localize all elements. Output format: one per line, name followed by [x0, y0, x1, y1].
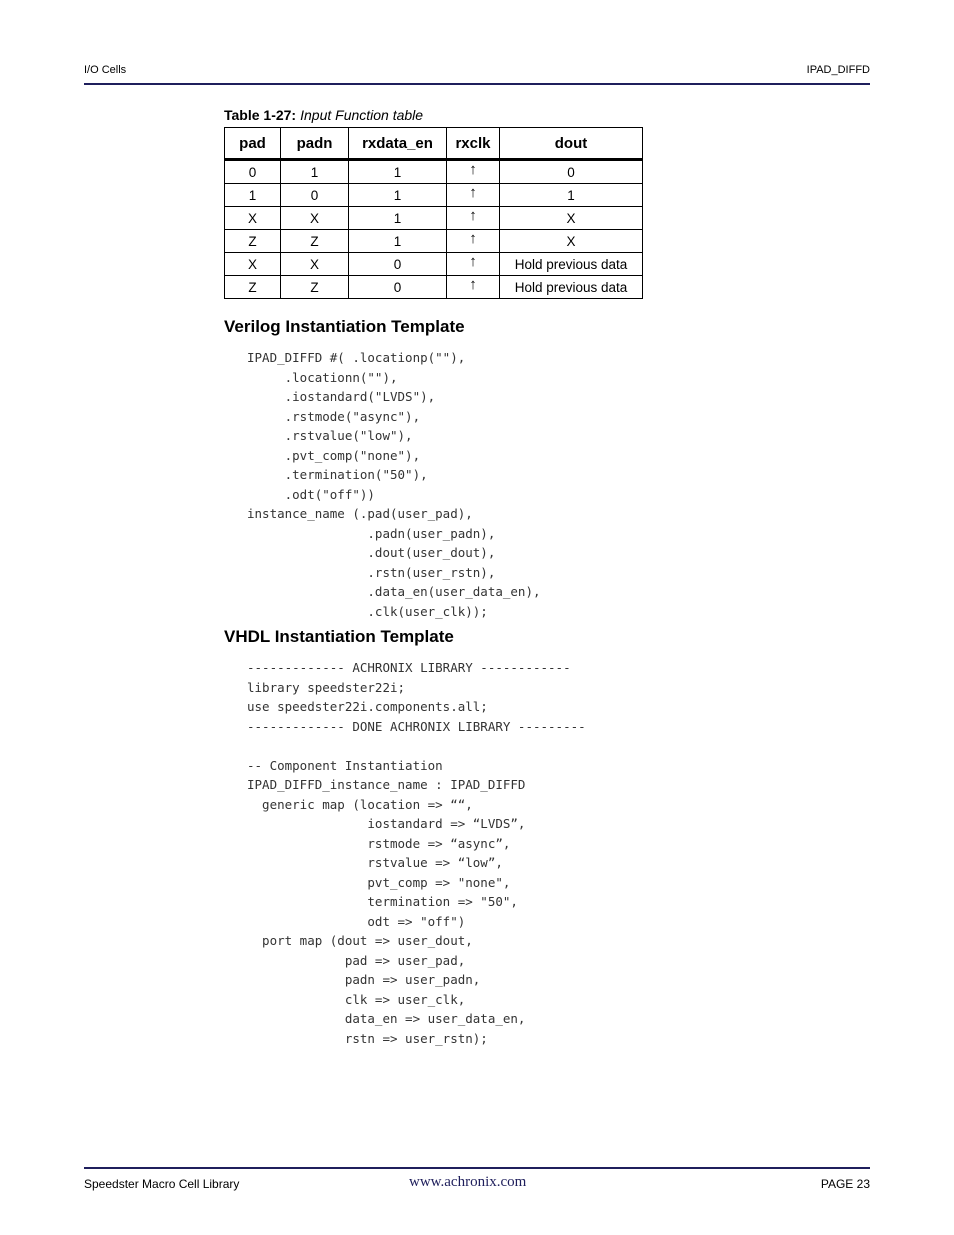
table-row [225, 160, 643, 184]
table-row [225, 184, 643, 207]
page-header-left: I/O Cells [84, 64, 127, 76]
page-number: PAGE 23 [820, 1177, 870, 1191]
cell-dout: Hold previous data [500, 276, 643, 299]
cell-dout: 0 [500, 160, 643, 184]
rising-edge-arrow-icon: ↑ [469, 183, 477, 201]
cell-dout: X [500, 207, 643, 230]
cell-padn: 0 [281, 184, 349, 207]
column-header-pad: pad [225, 128, 281, 160]
verilog-section-heading: Verilog Instantiation Template [224, 317, 465, 336]
cell-rxclk [447, 184, 500, 207]
cell-pad: Z [225, 230, 281, 253]
column-header-dout: dout [500, 128, 643, 160]
cell-dout: X [500, 230, 643, 253]
cell-rxclk [447, 160, 500, 184]
table-caption-number: Table 1-27: [224, 107, 297, 123]
cell-rxdata-en: 0 [349, 276, 447, 299]
cell-rxclk [447, 253, 500, 276]
cell-rxdata-en: 1 [349, 230, 447, 253]
column-header-rxclk: rxclk [447, 128, 500, 160]
cell-rxclk [447, 276, 500, 299]
table-caption [224, 107, 423, 123]
rising-edge-arrow-icon: ↑ [469, 206, 477, 224]
cell-padn: X [281, 207, 349, 230]
footer-rule [84, 1167, 870, 1169]
verilog-code-ports: instance_name (.pad(user_pad), .padn(user_padn), .dout(user_dout), .rstn(user_rstn), .data_en(user_data_en), .clk(user_clk)); [247, 506, 541, 619]
cell-rxclk [447, 207, 500, 230]
table-row [225, 276, 643, 299]
header-rule [84, 83, 870, 85]
cell-rxdata-en: 1 [349, 184, 447, 207]
rising-edge-arrow-icon: ↑ [469, 275, 477, 293]
vhdl-code-block: ------------- ACHRONIX LIBRARY ------------ library speedster22i; use speedster22i.components.all; ------------- DONE ACHRONIX LIBRARY --------- -- Component Instantiation IPAD_DIFFD_instance_name : IPAD_DIFFD generic map (location => ““, iostandard => “LVDS”, rstmode => “async”, rstvalue => “low”, pvt_comp => "none", termination => "50", odt => "off") port map (dout => user_dout, pad => user_pad, padn => user_padn, clk => user_clk, data_en => user_data_en, rstn => user_rstn); [247, 660, 586, 1046]
cell-rxdata-en: 1 [349, 160, 447, 184]
cell-pad: 0 [225, 160, 281, 184]
rising-edge-arrow-icon: ↑ [469, 160, 477, 178]
cell-rxdata-en: 0 [349, 253, 447, 276]
page-footer-left: Speedster Macro Cell Library [84, 1177, 240, 1191]
verilog-code-block [247, 348, 541, 621]
cell-padn: Z [281, 276, 349, 299]
cell-dout: 1 [500, 184, 643, 207]
table-caption-title: Input Function table [300, 107, 424, 123]
cell-rxdata-en: 1 [349, 207, 447, 230]
cell-pad: X [225, 207, 281, 230]
cell-padn: 1 [281, 160, 349, 184]
input-function-table [224, 127, 643, 299]
page-footer-website[interactable]: www.achronix.com [409, 1174, 527, 1190]
column-header-padn: padn [281, 128, 349, 160]
cell-pad: Z [225, 276, 281, 299]
verilog-code-parameters: IPAD_DIFFD #( .locationp(""), .locationn(""), .iostandard("LVDS"), .rstmode("async"), .rstvalue("low"), .pvt_comp("none"), .termination("50"), .odt("off")) [247, 350, 466, 502]
vhdl-section-heading: VHDL Instantiation Template [224, 627, 454, 646]
table-header-row [225, 128, 643, 160]
rising-edge-arrow-icon: ↑ [469, 229, 477, 247]
cell-dout: Hold previous data [500, 253, 643, 276]
rising-edge-arrow-icon: ↑ [469, 252, 477, 270]
table-row [225, 207, 643, 230]
cell-pad: X [225, 253, 281, 276]
cell-pad: 1 [225, 184, 281, 207]
cell-rxclk [447, 230, 500, 253]
cell-padn: Z [281, 230, 349, 253]
table-row [225, 230, 643, 253]
column-header-rxdata-en: rxdata_en [349, 128, 447, 160]
cell-padn: X [281, 253, 349, 276]
page-header-right: IPAD_DIFFD [806, 64, 870, 76]
table-row [225, 253, 643, 276]
